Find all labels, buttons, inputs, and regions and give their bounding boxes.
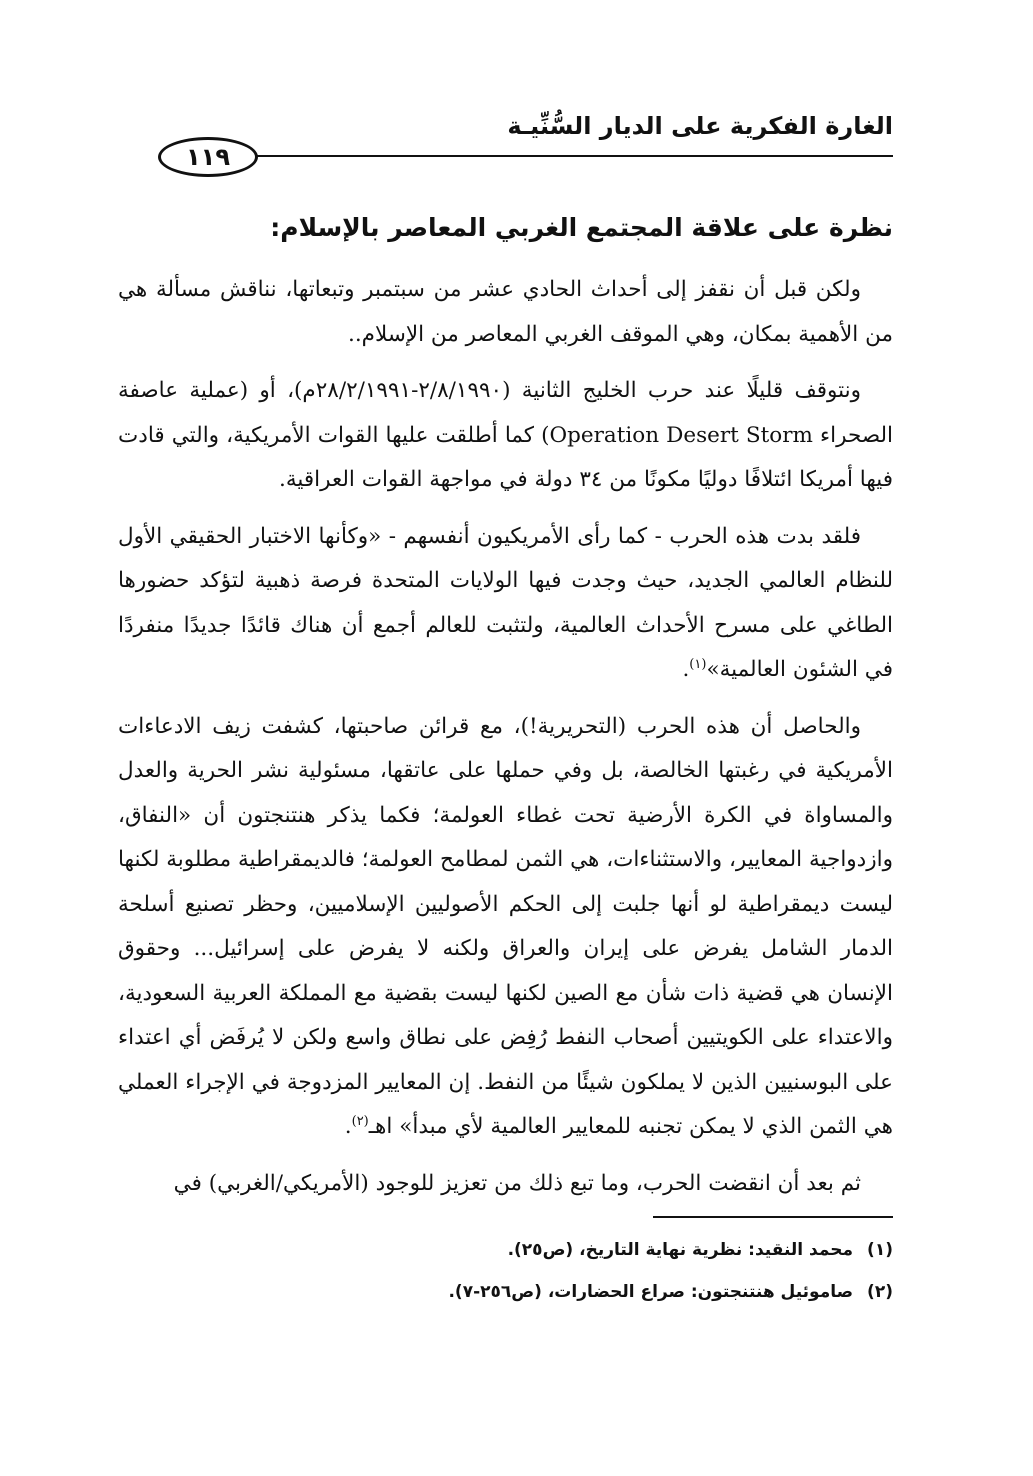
footnote-1-number: (١) xyxy=(867,1240,893,1260)
footnote-2-text: صاموئيل هنتنجتون: صراع الحضارات، (ص٢٥٦-٧). xyxy=(448,1282,854,1302)
footnote-rule xyxy=(653,1216,893,1218)
footnote-ref-1[interactable]: (١) xyxy=(689,656,707,672)
footnote-2-number: (٢) xyxy=(867,1282,893,1302)
header-rule xyxy=(255,155,893,157)
footnote-ref-2[interactable]: (٢) xyxy=(351,1113,369,1129)
running-header-title: الغارة الفكرية على الديار السُّنِّيـة xyxy=(507,112,893,140)
paragraph-3-end: . xyxy=(682,657,690,682)
paragraph-2-text-after: ) كما أطلقت عليها القوات الأمريكية، والتي قادت فيها أمريكا ائتلافًا دوليًا مكونًا من ٣٤ دولة في مواجهة القوات العراقية. xyxy=(118,422,893,492)
paragraph-2 xyxy=(118,369,893,503)
footnotes xyxy=(118,1236,893,1320)
footnote-2 xyxy=(118,1278,893,1306)
footnote-1 xyxy=(118,1236,893,1264)
paragraph-5-text: ثم بعد أن انقضت الحرب، وما تبع ذلك من تعزيز للوجود (الأمريكي/الغربي) في xyxy=(173,1170,861,1196)
paragraph-4-end: . xyxy=(344,1114,352,1139)
paragraph-3-text: فلقد بدت هذه الحرب - كما رأى الأمريكيون أنفسهم - «وكأنها الاختبار الحقيقي الأول للنظام العالمي الجديد، حيث وجدت فيها الولايات المتحدة فرصة ذهبية لتؤكد حضورها الطاغي على مسرح الأحداث العالمية، ولتثبت للعالم أجمع أن هناك قائدًا جديدًا منفردًا في الشئون العالمية» xyxy=(118,523,893,682)
paragraph-2-text-before: ونتوقف قليلًا عند حرب الخليج الثانية (٢/٨/١٩٩٠-٢٨/٢/١٩٩١م)، أو (عملية عاصفة الصحراء xyxy=(118,378,893,448)
section-heading: نظرة على علاقة المجتمع الغربي المعاصر بالإسلام: xyxy=(270,213,893,242)
paragraph-5 xyxy=(118,1162,893,1207)
paragraph-1-text: ولكن قبل أن نقفز إلى أحداث الحادي عشر من سبتمبر وتبعاتها، نناقش مسألة هي من الأهمية بمكان، وهي الموقف الغربي المعاصر من الإسلام.. xyxy=(118,277,893,347)
body-text xyxy=(118,268,893,1218)
paragraph-4-text: والحاصل أن هذه الحرب (التحريرية!)، مع قرائن صاحبتها، كشفت زيف الادعاءات الأمريكية في رغبتها الخالصة، بل وفي حملها على عاتقها، مسئولية نشر الحرية والعدل والمساواة في الكرة الأرضية تحت غطاء العولمة؛ فكما يذكر هنتنجتون أن «النفاق، وازدواجية المعايير، والاستثناءات، هي الثمن لمطامح العولمة؛ فالديمقراطية مطلوبة لكنها ليست ديمقراطية لو أنها جلبت إلى الحكم الأصوليين الإسلاميين، وحظر تصنيع أسلحة الدمار الشامل يفرض على إيران والعراق ولكنه لا يفرض على إسرائيل... وحقوق الإنسان هي قضية ذات شأن مع الصين لكنها ليست بقضية مع المملكة العربية السعودية، والاعتداء على الكويتيين أصحاب النفط رُفِض على نطاق واسع ولكن لا يُرفَض أي اعتداء على البوسنيين الذين لا يملكون شيئًا من النفط. إن المعايير المزدوجة في الإجراء العملي هي الثمن الذي لا يمكن تجنبه للمعايير العالمية لأي مبدأ» اهـ xyxy=(118,713,893,1139)
paragraph-3 xyxy=(118,515,893,693)
paragraph-4 xyxy=(118,705,893,1150)
page-number-badge: ١١٩ xyxy=(158,137,258,177)
footnote-1-text: محمد النقيد: نظرية نهاية التاريخ، (ص٢٥). xyxy=(507,1240,854,1260)
paragraph-1 xyxy=(118,268,893,357)
latin-term: Operation Desert Storm xyxy=(549,422,813,448)
